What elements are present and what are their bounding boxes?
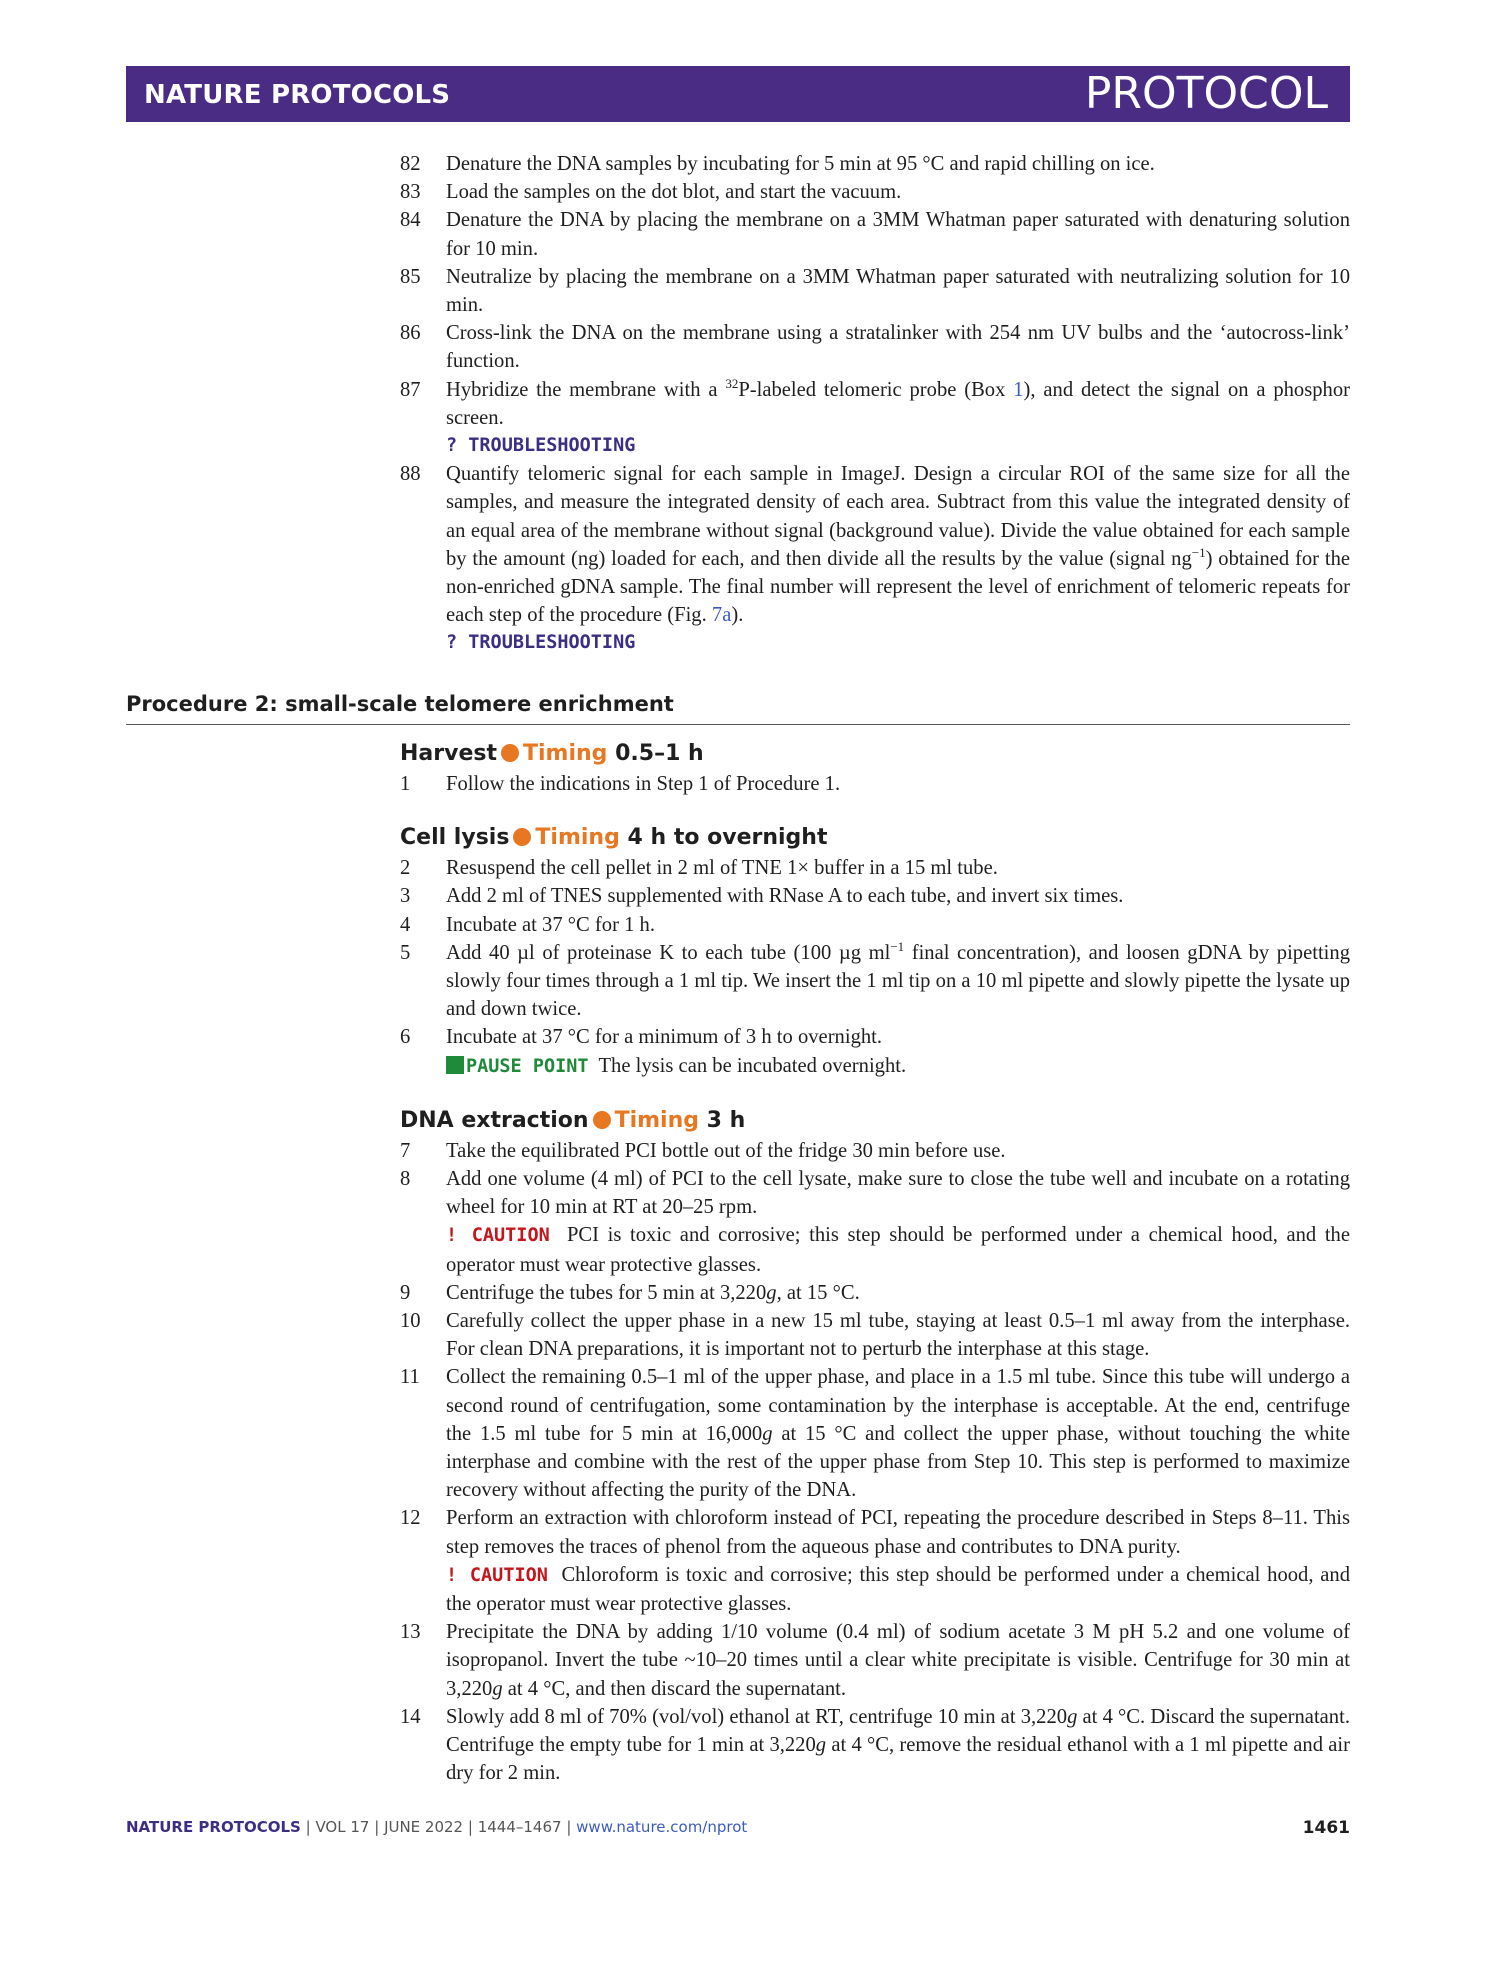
- step-14: 14 Slowly add 8 ml of 70% (vol/vol) ethanol at RT, centrifuge 10 min at 3,220g at 4 °C. Discard the supernatant. Centrifuge the empty tube for 1 min at 3,220g at 4 °C, remove the residual ethanol with a 1 ml pipette and air dry for 2 min.: [400, 1705, 1350, 1785]
- step-6: 6 Incubate at 37 °C for a minimum of 3 h to overnight.: [400, 1026, 883, 1049]
- pause-point: PAUSE POINT The lysis can be incubated overnight.: [400, 1052, 1350, 1081]
- step-2: 2 Resuspend the cell pellet in 2 ml of TNE 1× buffer in a 15 ml tube.: [400, 857, 998, 880]
- step-10: 10 Carefully collect the upper phase in a new 15 ml tube, staying at least 0.5–1 ml away from the interphase. For clean DNA preparations, it is important not to perturb the interphase at this stage.: [400, 1310, 1350, 1361]
- box-link[interactable]: 1: [1013, 378, 1024, 401]
- step-83: 83 Load the samples on the dot blot, and start the vacuum.: [400, 181, 902, 204]
- journal-name: NATURE PROTOCOLS: [144, 80, 451, 110]
- timing-dot-icon: [501, 744, 519, 762]
- troubleshooting-link[interactable]: ? TROUBLESHOOTING: [446, 632, 636, 654]
- procedure2-steps: [400, 738, 1350, 1788]
- pause-square-icon: [446, 1056, 464, 1074]
- step-1: 1 Follow the indications in Step 1 of Procedure 1.: [400, 773, 841, 795]
- step-9: 9 Centrifuge the tubes for 5 min at 3,220g, at 15 °C.: [400, 1281, 860, 1304]
- step-3: 3 Add 2 ml of TNES supplemented with RNase A to each tube, and invert six times.: [400, 885, 1124, 908]
- step-82: 82 Denature the DNA samples by incubating for 5 min at 95 °C and rapid chilling on ice.: [400, 153, 1155, 175]
- step-87: 87 Hybridize the membrane with a $^{32}$P-labeled telomeric probe (Box 1), and detect the signal on a phosphor screen.: [400, 375, 1350, 429]
- step-7: 7 Take the equilibrated PCI bottle out of the fridge 30 min before use.: [400, 1139, 1006, 1162]
- page-footer: NATURE PROTOCOLS | VOL 17 | JUNE 2022 | 1444–1467 | www.nature.com/nprot 1461: [126, 1818, 1350, 1838]
- step-4: 4 Incubate at 37 °C for 1 h.: [400, 913, 655, 936]
- step-11: 11 Collect the remaining 0.5–1 ml of the upper phase, and place in a 1.5 ml tube. Since this tube will undergo a second round of centrifugation, some contamination by the interphase is acceptable. At the end, centrifuge the 1.5 ml tube for 5 min at 16,000g at 15 °C and collect the upper phase, without touching the white interphase and combine with the rest of the upper phase from Step 10. This step is performed to maximize recovery without affecting the purity of the DNA.: [400, 1366, 1350, 1502]
- figure-link[interactable]: 7a: [711, 604, 732, 627]
- article-type: PROTOCOL: [1084, 68, 1328, 119]
- step-88: 88 Quantify telomeric signal for each sample in ImageJ. Design a circular ROI of the same size for all the samples, and measure the integrated density of each area. Subtract from this value the integrated density of an equal area of the membrane without signal (background value). Divide the value obtained for each sample by the amount (ng) loaded for each, and then divide all the results by the value (signal $ng^{-1}$) obtained for the non-enriched gDNA sample. The final number will represent the level of enrichment of telomeric repeats for each step of the procedure (Fig. 7a).: [400, 463, 1351, 627]
- caution-note: ! CAUTION PCI is toxic and corrosive; this step should be performed under a chemical hood, and the operator must wear protective glasses.: [446, 1224, 1350, 1276]
- journal-banner: [126, 66, 1350, 122]
- step-84: 84 Denature the DNA by placing the membrane on a 3MM Whatman paper saturated with denaturing solution for 10 min.: [400, 209, 1350, 260]
- step-5: 5 Add 40 µl of proteinase K to each tube (100 µg $ml^{-1}$ final concentration), and loosen gDNA by pipetting slowly four times through a 1 ml tip. We insert the 1 ml tip on a 10 ml pipette and slowly pipette the lysate up and down twice.: [400, 938, 1350, 1021]
- journal-url-link[interactable]: www.nature.com/nprot: [576, 1818, 748, 1836]
- section-heading-harvest: Harvest Timing 0.5–1 h: [400, 741, 704, 766]
- step-12: 12 Perform an extraction with chloroform instead of PCI, repeating the procedure described in Steps 8–11. This step removes the traces of phenol from the aqueous phase and contributes to DNA purity.: [400, 1507, 1350, 1558]
- troubleshooting-link[interactable]: ? TROUBLESHOOTING: [446, 435, 636, 457]
- caution-note: ! CAUTION Chloroform is toxic and corrosive; this step should be performed under a chemical hood, and the operator must wear protective glasses.: [446, 1563, 1351, 1616]
- section-heading-lysis: Cell lysis Timing 4 h to overnight: [400, 825, 828, 851]
- section-heading-extraction: DNA extraction Timing 3 h: [400, 1107, 746, 1133]
- step-85: 85 Neutralize by placing the membrane on a 3MM Whatman paper saturated with neutralizing solution for 10 min.: [400, 265, 1350, 317]
- procedure-heading: Procedure 2: small-scale telomere enrichment: [126, 692, 1350, 725]
- page-number: 1461: [1302, 1818, 1350, 1838]
- procedure1-steps: [400, 150, 1350, 658]
- timing-dot-icon: [513, 828, 531, 846]
- step-8: 8 Add one volume (4 ml) of PCI to the cell lysate, make sure to close the tube well and incubate on a rotating wheel for 10 min at RT at 20–25 rpm.: [400, 1168, 1350, 1219]
- step-13: 13 Precipitate the DNA by adding 1/10 volume (0.4 ml) of sodium acetate 3 M pH 5.2 and one volume of isopropanol. Invert the tube ~10–20 times until a clear white precipitate is visible. Centrifuge for 30 min at 3,220g at 4 °C, and then discard the supernatant.: [400, 1621, 1350, 1700]
- timing-dot-icon: [593, 1111, 611, 1129]
- step-86: 86 Cross-link the DNA on the membrane using a stratalinker with 254 nm UV bulbs and the ‘autocross-link’ function.: [400, 322, 1350, 373]
